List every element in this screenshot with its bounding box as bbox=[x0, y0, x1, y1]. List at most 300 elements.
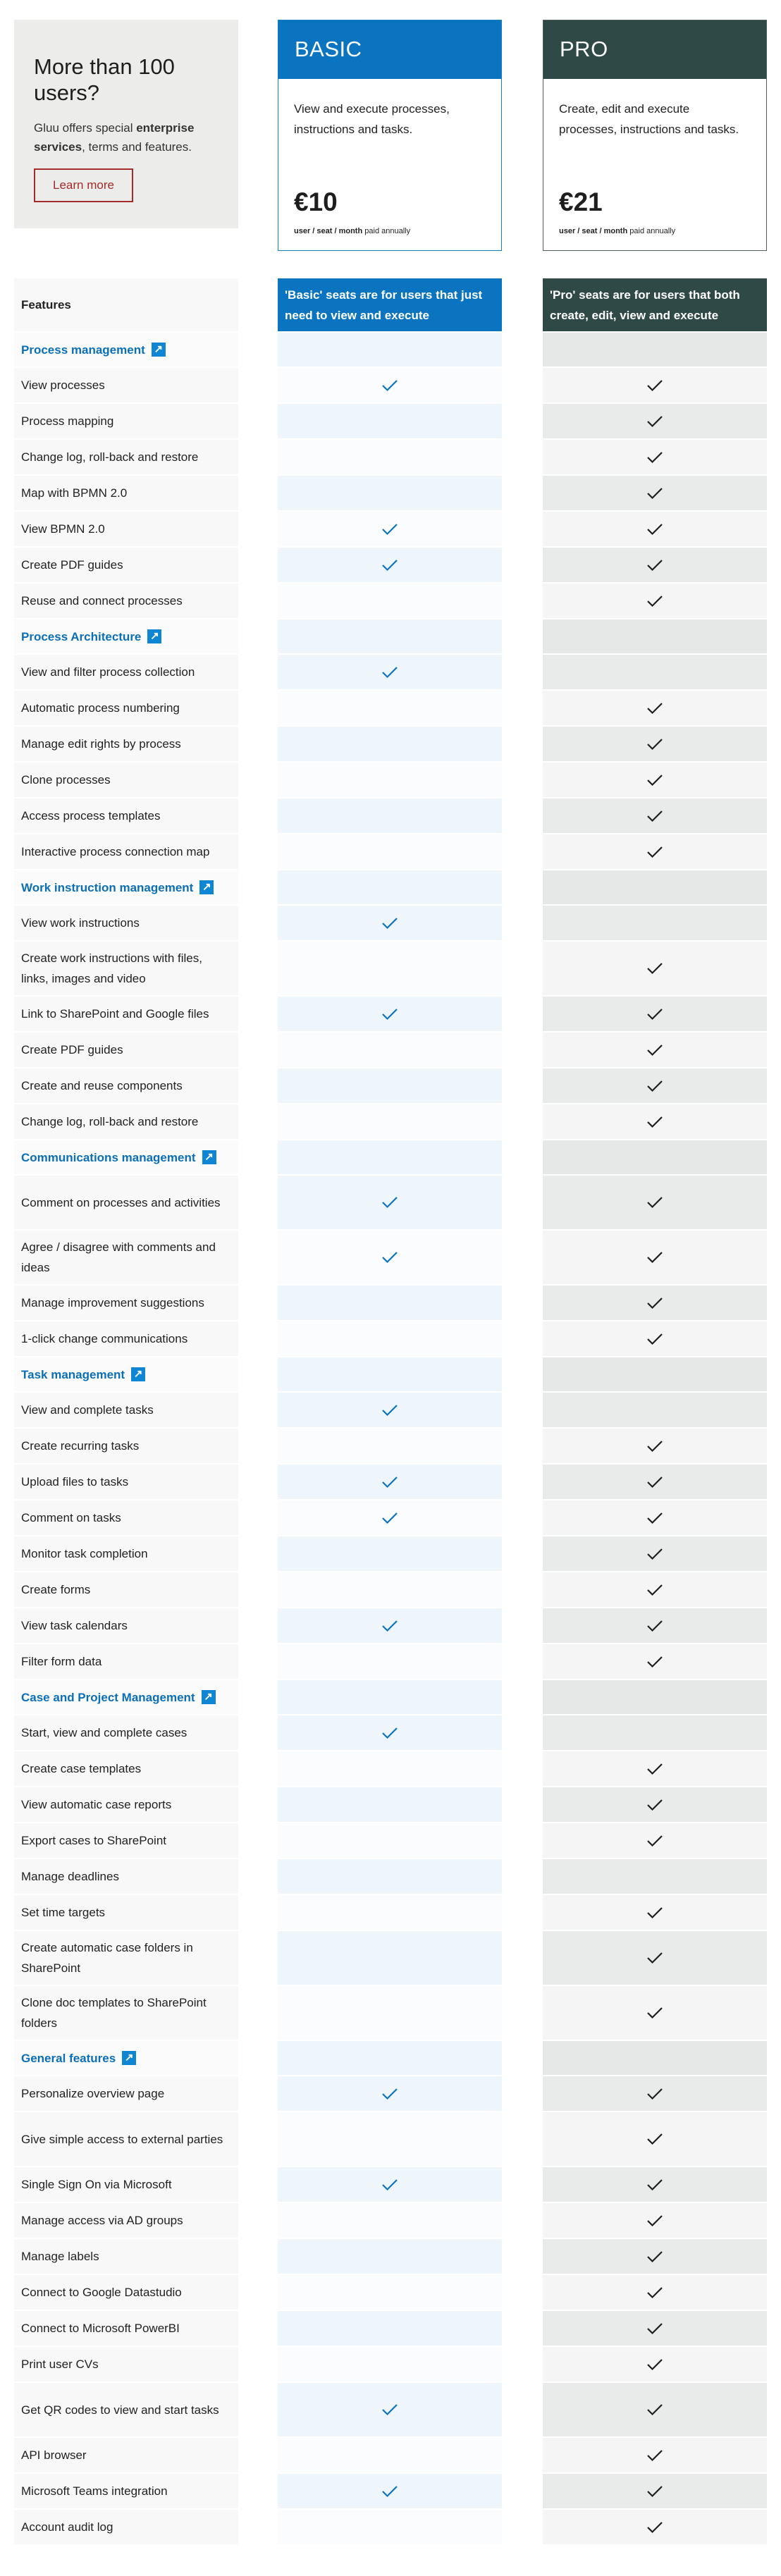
pro-cell bbox=[543, 582, 767, 618]
basic-cell bbox=[278, 1320, 502, 1356]
pro-cell bbox=[543, 618, 767, 653]
basic-cell bbox=[278, 2346, 502, 2381]
check-icon bbox=[646, 1548, 663, 1560]
feature-label: View work instructions bbox=[14, 904, 238, 940]
section-row[interactable] bbox=[14, 1139, 767, 1174]
pro-cell bbox=[543, 1985, 767, 2040]
check-icon bbox=[646, 2214, 663, 2227]
section-heading bbox=[14, 1679, 238, 1714]
external-link-icon[interactable]: ↗ bbox=[147, 629, 161, 643]
basic-cell bbox=[278, 1571, 502, 1607]
pro-cell bbox=[543, 1571, 767, 1607]
pro-cell bbox=[543, 2436, 767, 2472]
pro-cell bbox=[543, 1499, 767, 1535]
basic-cell bbox=[278, 725, 502, 761]
section-label[interactable]: Process management bbox=[21, 343, 145, 357]
pro-cell bbox=[543, 1535, 767, 1571]
feature-label: Connect to Microsoft PowerBI bbox=[14, 2310, 238, 2346]
check-icon bbox=[646, 2178, 663, 2191]
section-label[interactable]: Process Architecture bbox=[21, 629, 142, 643]
check-icon bbox=[381, 1404, 398, 1417]
basic-cell bbox=[278, 833, 502, 869]
check-icon bbox=[381, 379, 398, 392]
check-icon bbox=[646, 846, 663, 858]
section-label[interactable]: General features bbox=[21, 2051, 116, 2065]
basic-cell bbox=[278, 2075, 502, 2111]
feature-label: Map with BPMN 2.0 bbox=[14, 474, 238, 510]
feature-row bbox=[14, 1786, 767, 1822]
feature-row bbox=[14, 1067, 767, 1103]
feature-label: Manage improvement suggestions bbox=[14, 1284, 238, 1320]
pro-cell bbox=[543, 1067, 767, 1103]
feature-row bbox=[14, 797, 767, 833]
check-icon bbox=[646, 2286, 663, 2299]
feature-label: Clone doc templates to SharePoint folders bbox=[14, 1985, 238, 2040]
check-icon bbox=[646, 415, 663, 428]
feature-label: Connect to Google Datastudio bbox=[14, 2274, 238, 2310]
feature-label: View processes bbox=[14, 366, 238, 402]
feature-row bbox=[14, 1391, 767, 1427]
check-icon bbox=[646, 1333, 663, 1345]
basic-cell bbox=[278, 2436, 502, 2472]
basic-cell bbox=[278, 2310, 502, 2346]
pro-cell bbox=[543, 366, 767, 402]
feature-row bbox=[14, 1894, 767, 1930]
pro-cell bbox=[543, 995, 767, 1031]
basic-cell bbox=[278, 1499, 502, 1535]
check-icon bbox=[646, 1656, 663, 1668]
feature-row bbox=[14, 402, 767, 438]
feature-row bbox=[14, 2310, 767, 2346]
pro-cell bbox=[543, 2381, 767, 2436]
feature-row bbox=[14, 1174, 767, 1229]
feature-row bbox=[14, 582, 767, 618]
feature-label: View task calendars bbox=[14, 1607, 238, 1643]
feature-row bbox=[14, 1607, 767, 1643]
basic-cell bbox=[278, 995, 502, 1031]
basic-cell bbox=[278, 1067, 502, 1103]
feature-label: Manage labels bbox=[14, 2238, 238, 2274]
basic-cell bbox=[278, 1139, 502, 1174]
feature-label: Access process templates bbox=[14, 797, 238, 833]
feature-label: Reuse and connect processes bbox=[14, 582, 238, 618]
pro-cell bbox=[543, 1320, 767, 1356]
pro-cell bbox=[543, 438, 767, 474]
plan-unit-pro bbox=[543, 217, 766, 235]
basic-cell bbox=[278, 2111, 502, 2166]
basic-cell bbox=[278, 689, 502, 725]
external-link-icon[interactable]: ↗ bbox=[202, 1690, 216, 1704]
feature-row bbox=[14, 1229, 767, 1284]
basic-cell bbox=[278, 2381, 502, 2436]
feature-row bbox=[14, 904, 767, 940]
feature-label: View BPMN 2.0 bbox=[14, 510, 238, 546]
check-icon bbox=[646, 2485, 663, 2498]
feature-label: Manage access via AD groups bbox=[14, 2202, 238, 2238]
feature-row bbox=[14, 2111, 767, 2166]
basic-cell bbox=[278, 1679, 502, 1714]
pro-cell bbox=[543, 2472, 767, 2508]
plan-name-pro: PRO bbox=[543, 20, 766, 79]
check-icon bbox=[646, 1116, 663, 1128]
basic-cell bbox=[278, 1031, 502, 1067]
pro-cell bbox=[543, 2508, 767, 2544]
feature-label: View and filter process collection bbox=[14, 653, 238, 689]
pro-cell bbox=[543, 1858, 767, 1894]
check-icon bbox=[646, 1906, 663, 1919]
pro-cell bbox=[543, 1031, 767, 1067]
pro-cell bbox=[543, 761, 767, 797]
basic-cell bbox=[278, 618, 502, 653]
feature-row bbox=[14, 2166, 767, 2202]
section-heading bbox=[14, 618, 238, 653]
feature-label: Set time targets bbox=[14, 1894, 238, 1930]
feature-label: Process mapping bbox=[14, 402, 238, 438]
feature-label: Manage deadlines bbox=[14, 1858, 238, 1894]
basic-cell bbox=[278, 1858, 502, 1894]
feature-row bbox=[14, 1750, 767, 1786]
basic-cell bbox=[278, 2238, 502, 2274]
check-icon bbox=[381, 1196, 398, 1209]
check-icon bbox=[646, 702, 663, 715]
feature-row bbox=[14, 1103, 767, 1139]
feature-row bbox=[14, 474, 767, 510]
check-icon bbox=[646, 738, 663, 751]
check-icon bbox=[646, 1952, 663, 1964]
feature-label: Clone processes bbox=[14, 761, 238, 797]
feature-label: Automatic process numbering bbox=[14, 689, 238, 725]
check-icon bbox=[381, 559, 398, 572]
pro-cell bbox=[543, 1607, 767, 1643]
section-row[interactable] bbox=[14, 1679, 767, 1714]
feature-label: Change log, roll-back and restore bbox=[14, 1103, 238, 1139]
enterprise-promo-box bbox=[14, 20, 238, 228]
feature-label: Single Sign On via Microsoft bbox=[14, 2166, 238, 2202]
basic-cell bbox=[278, 1786, 502, 1822]
pro-cell bbox=[543, 797, 767, 833]
feature-label: Create automatic case folders in SharePoint bbox=[14, 1930, 238, 1985]
pro-cell bbox=[543, 474, 767, 510]
check-icon bbox=[646, 523, 663, 536]
check-icon bbox=[646, 2007, 663, 2019]
pro-cell bbox=[543, 1174, 767, 1229]
feature-label: Start, view and complete cases bbox=[14, 1714, 238, 1750]
plan-unit-rest-pro: paid annually bbox=[627, 227, 676, 235]
check-icon bbox=[381, 1008, 398, 1021]
plan-price-pro: €21 bbox=[559, 187, 603, 216]
feature-label: Link to SharePoint and Google files bbox=[14, 995, 238, 1031]
feature-label: Create PDF guides bbox=[14, 546, 238, 582]
pro-cell bbox=[543, 1391, 767, 1427]
basic-cell bbox=[278, 869, 502, 904]
feature-label: Agree / disagree with comments and ideas bbox=[14, 1229, 238, 1284]
feature-label: Create case templates bbox=[14, 1750, 238, 1786]
feature-row bbox=[14, 1714, 767, 1750]
feature-label: Create and reuse components bbox=[14, 1067, 238, 1103]
feature-label: Print user CVs bbox=[14, 2346, 238, 2381]
section-row[interactable] bbox=[14, 1356, 767, 1391]
external-link-icon[interactable]: ↗ bbox=[131, 1367, 145, 1381]
feature-label: Create work instructions with files, links, images and video bbox=[14, 940, 238, 995]
basic-cell bbox=[278, 1463, 502, 1499]
check-icon bbox=[646, 379, 663, 392]
pro-cell bbox=[543, 1894, 767, 1930]
feature-row bbox=[14, 1463, 767, 1499]
section-heading bbox=[14, 1356, 238, 1391]
basic-cell bbox=[278, 1750, 502, 1786]
pro-cell bbox=[543, 510, 767, 546]
pro-cell bbox=[543, 1139, 767, 1174]
check-icon bbox=[646, 2133, 663, 2145]
basic-cell bbox=[278, 904, 502, 940]
basic-cell bbox=[278, 582, 502, 618]
feature-label: 1-click change communications bbox=[14, 1320, 238, 1356]
feature-row bbox=[14, 366, 767, 402]
basic-cell bbox=[278, 366, 502, 402]
plan-card-pro bbox=[543, 20, 767, 251]
plan-price-basic: €10 bbox=[294, 187, 338, 216]
feature-label: API browser bbox=[14, 2436, 238, 2472]
feature-label: Give simple access to external parties bbox=[14, 2111, 238, 2166]
plan-unit-basic bbox=[278, 217, 501, 235]
plan-unit-bold-basic: user / seat / month bbox=[294, 227, 363, 235]
feature-label: View automatic case reports bbox=[14, 1786, 238, 1822]
pro-cell bbox=[543, 725, 767, 761]
feature-row bbox=[14, 1858, 767, 1894]
check-icon bbox=[646, 451, 663, 464]
plan-description-pro: Create, edit and execute processes, instructions and tasks. bbox=[559, 102, 739, 136]
check-icon bbox=[646, 2358, 663, 2371]
basic-cell bbox=[278, 1535, 502, 1571]
section-label[interactable]: Case and Project Management bbox=[21, 1690, 195, 1704]
basic-cell bbox=[278, 402, 502, 438]
check-icon bbox=[646, 1440, 663, 1453]
check-icon bbox=[646, 962, 663, 975]
pro-cell bbox=[543, 2202, 767, 2238]
feature-row bbox=[14, 725, 767, 761]
enterprise-text bbox=[34, 118, 219, 156]
feature-label: Create recurring tasks bbox=[14, 1427, 238, 1463]
basic-column-header: 'Basic' seats are for users that just need to view and execute bbox=[278, 277, 502, 331]
external-link-icon[interactable]: ↗ bbox=[152, 343, 166, 357]
check-icon bbox=[646, 2521, 663, 2534]
feature-label: Personalize overview page bbox=[14, 2075, 238, 2111]
feature-label: Monitor task completion bbox=[14, 1535, 238, 1571]
enterprise-title: More than 100 users? bbox=[34, 54, 175, 105]
feature-label: Create forms bbox=[14, 1571, 238, 1607]
feature-label: Filter form data bbox=[14, 1643, 238, 1679]
pro-cell bbox=[543, 2346, 767, 2381]
feature-row bbox=[14, 546, 767, 582]
pro-cell bbox=[543, 1679, 767, 1714]
section-label[interactable]: Work instruction management bbox=[21, 880, 194, 894]
basic-cell bbox=[278, 1822, 502, 1858]
basic-cell bbox=[278, 546, 502, 582]
section-row[interactable] bbox=[14, 618, 767, 653]
section-row[interactable] bbox=[14, 869, 767, 904]
check-icon bbox=[646, 559, 663, 572]
basic-cell bbox=[278, 510, 502, 546]
basic-cell bbox=[278, 1930, 502, 1985]
enterprise-text-end: , terms and features. bbox=[82, 140, 192, 154]
pro-cell bbox=[543, 2111, 767, 2166]
feature-row bbox=[14, 438, 767, 474]
basic-cell bbox=[278, 653, 502, 689]
pro-cell bbox=[543, 1930, 767, 1985]
basic-cell bbox=[278, 2040, 502, 2075]
feature-label: Comment on tasks bbox=[14, 1499, 238, 1535]
basic-cell bbox=[278, 2508, 502, 2544]
feature-row bbox=[14, 1643, 767, 1679]
table-header-row bbox=[14, 277, 767, 331]
feature-row bbox=[14, 940, 767, 995]
section-heading bbox=[14, 1139, 238, 1174]
section-row[interactable] bbox=[14, 2040, 767, 2075]
feature-label: Manage edit rights by process bbox=[14, 725, 238, 761]
feature-row bbox=[14, 833, 767, 869]
feature-label: Account audit log bbox=[14, 2508, 238, 2544]
feature-row bbox=[14, 2436, 767, 2472]
check-icon bbox=[646, 774, 663, 787]
check-icon bbox=[381, 1512, 398, 1524]
basic-cell bbox=[278, 1643, 502, 1679]
basic-cell bbox=[278, 331, 502, 366]
pro-cell bbox=[543, 2075, 767, 2111]
feature-label: Upload files to tasks bbox=[14, 1463, 238, 1499]
pro-cell bbox=[543, 2040, 767, 2075]
check-icon bbox=[646, 1251, 663, 1264]
check-icon bbox=[646, 1620, 663, 1632]
pro-cell bbox=[543, 940, 767, 995]
pro-cell bbox=[543, 833, 767, 869]
learn-more-button[interactable]: Learn more bbox=[34, 168, 133, 202]
check-icon bbox=[646, 2322, 663, 2335]
basic-cell bbox=[278, 1894, 502, 1930]
plan-card-basic bbox=[278, 20, 502, 251]
feature-row bbox=[14, 1535, 767, 1571]
check-icon bbox=[381, 2403, 398, 2416]
check-icon bbox=[381, 1251, 398, 1264]
feature-label: Interactive process connection map bbox=[14, 833, 238, 869]
external-link-icon[interactable]: ↗ bbox=[202, 1150, 216, 1164]
feature-label: View and complete tasks bbox=[14, 1391, 238, 1427]
basic-cell bbox=[278, 1714, 502, 1750]
section-label[interactable]: Communications management bbox=[21, 1150, 196, 1164]
feature-row bbox=[14, 1320, 767, 1356]
basic-cell bbox=[278, 1391, 502, 1427]
check-icon bbox=[646, 1476, 663, 1489]
feature-row bbox=[14, 689, 767, 725]
pro-cell bbox=[543, 331, 767, 366]
feature-rows bbox=[14, 331, 767, 2544]
feature-comparison-table bbox=[14, 277, 767, 2544]
section-heading bbox=[14, 2040, 238, 2075]
basic-cell bbox=[278, 438, 502, 474]
feature-row bbox=[14, 1930, 767, 1985]
pro-cell bbox=[543, 402, 767, 438]
check-icon bbox=[381, 1620, 398, 1632]
pro-cell bbox=[543, 1356, 767, 1391]
external-link-icon[interactable]: ↗ bbox=[122, 2051, 136, 2065]
pro-cell bbox=[543, 653, 767, 689]
enterprise-text-bold: enterprise services bbox=[34, 121, 195, 154]
basic-cell bbox=[278, 474, 502, 510]
check-icon bbox=[381, 523, 398, 536]
pro-cell bbox=[543, 1786, 767, 1822]
check-icon bbox=[646, 595, 663, 608]
basic-cell bbox=[278, 1103, 502, 1139]
feature-label: Change log, roll-back and restore bbox=[14, 438, 238, 474]
feature-row bbox=[14, 1822, 767, 1858]
basic-cell bbox=[278, 761, 502, 797]
feature-row bbox=[14, 2202, 767, 2238]
pro-cell bbox=[543, 1822, 767, 1858]
check-icon bbox=[646, 1297, 663, 1309]
feature-row bbox=[14, 510, 767, 546]
section-heading bbox=[14, 869, 238, 904]
check-icon bbox=[381, 917, 398, 930]
plan-description-basic: View and execute processes, instructions and tasks. bbox=[294, 102, 450, 136]
plan-name-basic: BASIC bbox=[278, 20, 501, 79]
feature-row bbox=[14, 2508, 767, 2544]
pro-cell bbox=[543, 689, 767, 725]
pro-cell bbox=[543, 904, 767, 940]
check-icon bbox=[646, 1584, 663, 1596]
feature-row bbox=[14, 2381, 767, 2436]
basic-cell bbox=[278, 1607, 502, 1643]
feature-row bbox=[14, 2274, 767, 2310]
pro-column-header: 'Pro' seats are for users that both create, edit, view and execute bbox=[543, 277, 767, 331]
feature-row bbox=[14, 2346, 767, 2381]
feature-row bbox=[14, 653, 767, 689]
pro-cell bbox=[543, 1103, 767, 1139]
external-link-icon[interactable]: ↗ bbox=[199, 880, 214, 894]
feature-row bbox=[14, 1284, 767, 1320]
basic-cell bbox=[278, 1174, 502, 1229]
feature-label: Get QR codes to view and start tasks bbox=[14, 2381, 238, 2436]
feature-label: Microsoft Teams integration bbox=[14, 2472, 238, 2508]
pro-cell bbox=[543, 1427, 767, 1463]
section-label[interactable]: Task management bbox=[21, 1367, 125, 1381]
feature-row bbox=[14, 995, 767, 1031]
feature-label: Comment on processes and activities bbox=[14, 1174, 238, 1229]
basic-cell bbox=[278, 1229, 502, 1284]
pro-cell bbox=[543, 546, 767, 582]
check-icon bbox=[381, 2485, 398, 2498]
feature-label: Export cases to SharePoint bbox=[14, 1822, 238, 1858]
feature-row bbox=[14, 1031, 767, 1067]
pro-cell bbox=[543, 2166, 767, 2202]
feature-row bbox=[14, 1427, 767, 1463]
pro-cell bbox=[543, 2310, 767, 2346]
check-icon bbox=[646, 1008, 663, 1021]
check-icon bbox=[381, 666, 398, 679]
check-icon bbox=[646, 487, 663, 500]
check-icon bbox=[646, 1763, 663, 1775]
basic-cell bbox=[278, 2274, 502, 2310]
feature-row bbox=[14, 2472, 767, 2508]
section-row[interactable] bbox=[14, 331, 767, 366]
basic-cell bbox=[278, 2166, 502, 2202]
check-icon bbox=[381, 2088, 398, 2100]
pro-cell bbox=[543, 2274, 767, 2310]
pro-cell bbox=[543, 1643, 767, 1679]
check-icon bbox=[381, 2178, 398, 2191]
basic-cell bbox=[278, 2472, 502, 2508]
feature-row bbox=[14, 761, 767, 797]
feature-row bbox=[14, 2238, 767, 2274]
pro-cell bbox=[543, 1284, 767, 1320]
